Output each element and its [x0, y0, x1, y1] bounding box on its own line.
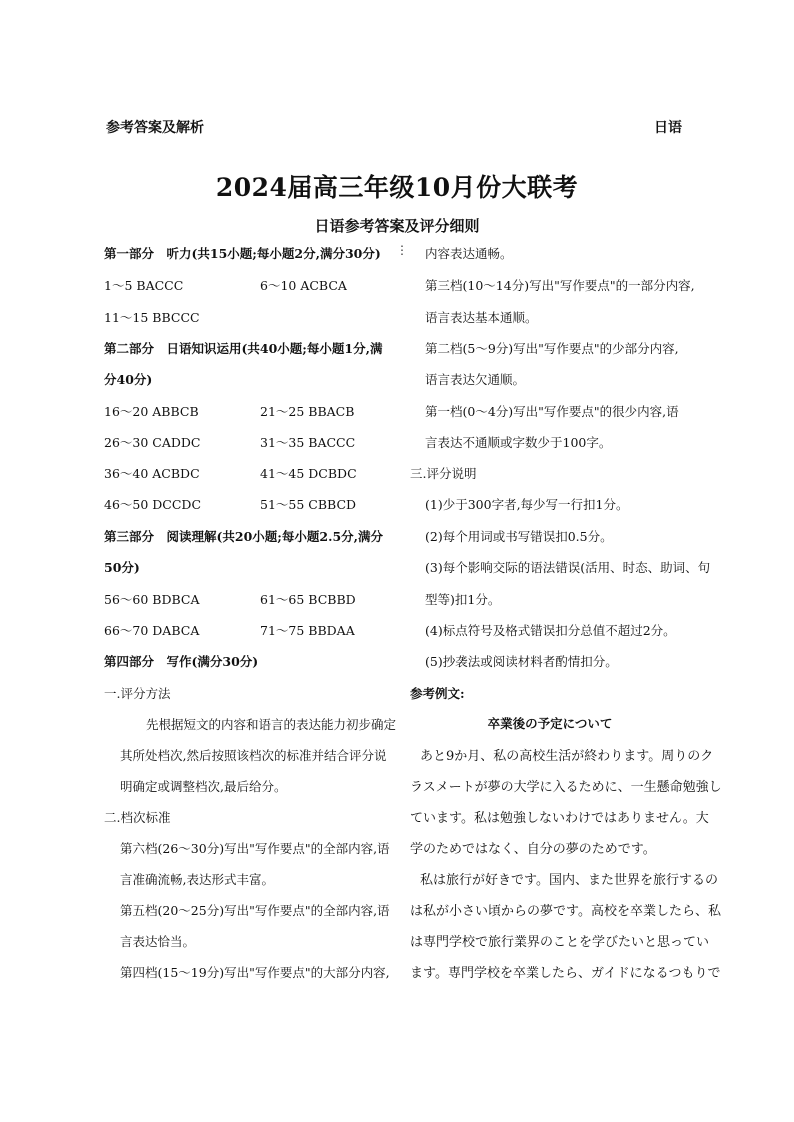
- essay-title: 卒業後の予定について: [487, 716, 613, 731]
- column-separator: ⋮: [396, 243, 408, 257]
- grade-line: 言准确流畅,表达形式丰富。: [120, 872, 274, 887]
- grade-line: 语言表达欠通顺。: [425, 372, 526, 387]
- answer-range: 6～10 ACBCA: [260, 278, 347, 293]
- answer-range: 36～40 ACBDC: [104, 466, 200, 481]
- answer-range: 51～55 CBBCD: [260, 497, 357, 512]
- note-line: 型等)扣1分。: [425, 592, 501, 607]
- essay-line: ラスメートが夢の大学に入るために、一生懸命勉強し: [410, 780, 722, 795]
- essay-line: ます。専門学校を卒業したら、ガイドになるつもりで: [410, 966, 721, 981]
- grade-line: 第三档(10～14分)写出"写作要点"的一部分内容,: [425, 278, 695, 293]
- essay-line: ています。私は勉強しないわけではありません。大: [410, 811, 709, 826]
- part4-heading: 第四部分 写作(满分30分): [104, 654, 259, 669]
- answer-range: 31～35 BACCC: [260, 435, 356, 450]
- paragraph-line: 先根据短文的内容和语言的表达能力初步确定: [146, 717, 397, 732]
- header-left: 参考答案及解析: [106, 120, 204, 136]
- essay-line: 学のためではなく、自分の夢のためです。: [410, 842, 656, 857]
- answer-range: 61～65 BCBBD: [260, 592, 356, 607]
- paragraph-line: 其所处档次,然后按照该档次的标准并结合评分说: [120, 748, 387, 763]
- note-line: (1)少于300字者,每少写一行扣1分。: [425, 497, 629, 512]
- page-title: 2024届高三年级10月份大联考: [215, 173, 579, 202]
- sample-essay-label: 参考例文:: [410, 686, 465, 701]
- section1-title: 一.评分方法: [104, 686, 171, 701]
- note-line: (4)标点符号及格式错误扣分总值不超过2分。: [425, 623, 676, 638]
- answer-range: 1～5 BACCC: [104, 278, 184, 293]
- answer-range: 26～30 CADDC: [104, 435, 201, 450]
- part3-heading: 第三部分 阅读理解(共20小题;每小题2.5分,满分: [104, 529, 384, 544]
- section3-title: 三.评分说明: [410, 466, 477, 481]
- grade-line: 言表达恰当。: [120, 934, 196, 949]
- header-right: 日语: [654, 120, 682, 136]
- essay-line: は専門学校で旅行業界のことを学びたいと思ってい: [410, 935, 710, 950]
- part1-heading: 第一部分 听力(共15小题;每小题2分,满分30分): [104, 246, 381, 261]
- grade-line: 语言表达基本通顺。: [425, 310, 538, 325]
- part2-heading-cont: 分40分): [104, 372, 153, 387]
- grade-line: 第四档(15～19分)写出"写作要点"的大部分内容,: [120, 965, 390, 980]
- answer-range: 21～25 BBACB: [260, 404, 355, 419]
- answer-range: 71～75 BBDAA: [260, 623, 355, 638]
- answer-range: 11～15 BBCCC: [104, 310, 200, 325]
- answer-range: 56～60 BDBCA: [104, 592, 200, 607]
- part2-heading: 第二部分 日语知识运用(共40小题;每小题1分,满: [104, 341, 383, 356]
- grade-line: 言表达不通顺或字数少于100字。: [425, 435, 612, 450]
- page-subtitle: 日语参考答案及评分细则: [314, 217, 480, 235]
- part3-heading-cont: 50分): [104, 560, 140, 575]
- note-line: (3)每个影响交际的语法错误(活用、时态、助词、句: [425, 560, 711, 575]
- answer-range: 46～50 DCCDC: [104, 497, 202, 512]
- essay-line: は私が小さい頃からの夢です。高校を卒業したら、私: [410, 904, 721, 919]
- answer-range: 66～70 DABCA: [104, 623, 200, 638]
- section2-title: 二.档次标准: [104, 810, 171, 825]
- grade-line: 第一档(0～4分)写出"写作要点"的很少内容,语: [425, 404, 679, 419]
- paragraph-line: 明确定或调整档次,最后给分。: [120, 779, 287, 794]
- grade-line: 第六档(26～30分)写出"写作要点"的全部内容,语: [120, 841, 390, 856]
- grade-line: 第五档(20～25分)写出"写作要点"的全部内容,语: [120, 903, 390, 918]
- grade-line: 内容表达通畅。: [425, 246, 513, 261]
- essay-line: あと9か月、私の高校生活が終わります。周りのク: [420, 749, 714, 764]
- answer-range: 41～45 DCBDC: [260, 466, 357, 481]
- note-line: (5)抄袭法或阅读材料者酌情扣分。: [425, 654, 618, 669]
- answer-range: 16～20 ABBCB: [104, 404, 199, 419]
- note-line: (2)每个用词或书写错误扣0.5分。: [425, 529, 613, 544]
- grade-line: 第二档(5～9分)写出"写作要点"的少部分内容,: [425, 341, 679, 356]
- essay-line: 私は旅行が好きです。国内、また世界を旅行するの: [420, 873, 718, 888]
